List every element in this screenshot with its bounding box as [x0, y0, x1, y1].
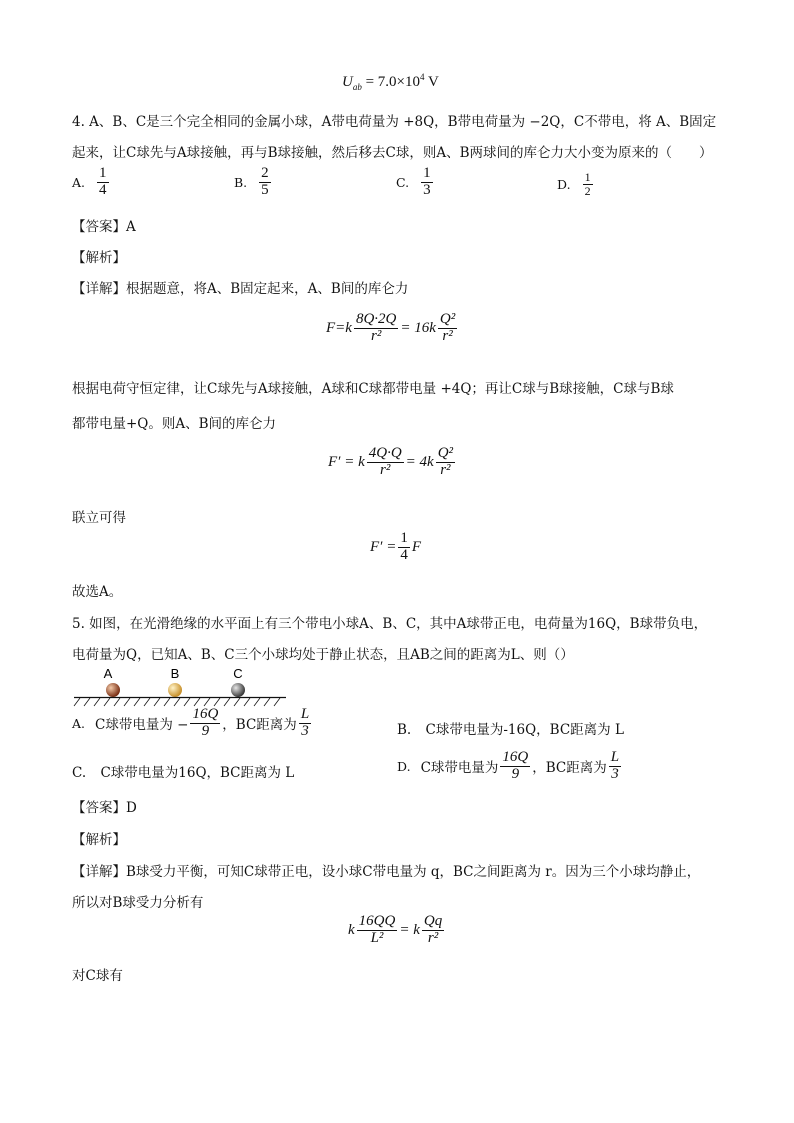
frac-den: 2	[584, 183, 591, 198]
formula-part: F=k	[326, 319, 352, 336]
frac-num: 16Q	[502, 749, 529, 765]
formula-unit: V	[428, 74, 439, 90]
q5-formula	[348, 914, 446, 947]
q5-option-b	[397, 718, 624, 738]
frac-num: 16QQ	[358, 913, 396, 929]
q4-detail: 【详解】根据题意，将A、B固定起来，A、B间的库仑力	[72, 281, 409, 297]
frac-den: 3	[611, 765, 619, 782]
q5-line1: 5. 如图，在光滑绝缘的水平面上有三个带电小球A、B、C，其中A球带正电，电荷量为16Q，B球带负电，	[72, 616, 708, 632]
frac-den: 3	[301, 722, 309, 739]
option-label: C.	[396, 174, 410, 190]
q4-para2-line1: 根据电荷守恒定律，让C球先与A球接触，A球和C球都带电量 +4Q；再让C球与B球接触，C球与B球	[72, 381, 674, 397]
frac-num: Q²	[439, 311, 456, 327]
frac-den: L²	[370, 929, 384, 946]
formula-exp: 4	[420, 72, 425, 82]
q5-analysis: 【解析】	[72, 832, 126, 848]
q4-line1: 4. A、B、C是三个完全相同的金属小球，A带电荷量为 +8Q，B带电荷量为 −2Q，C不带电，将 A、B固定	[72, 114, 717, 130]
ball-a	[106, 683, 120, 697]
ball-label-c: C	[233, 666, 243, 681]
q4-answer: 【答案】A	[72, 219, 136, 235]
option-text: C球带电量为	[420, 760, 499, 777]
frac-den: 4	[99, 181, 107, 198]
frac-den: r²	[370, 327, 382, 344]
option-text: ，BC距离为	[532, 760, 607, 777]
ball-label-b: B	[170, 666, 180, 681]
q4-option-d	[557, 171, 595, 197]
q5-line2: 电荷量为Q，已知A、B、C三个小球均处于静止状态，且AB之间的距离为L、则（）	[72, 647, 574, 663]
option-text: C球带电量为-16Q，BC距离为 L	[425, 722, 624, 738]
frac-den: r²	[427, 929, 439, 946]
q5-detail-line2: 所以对B球受力分析有	[72, 895, 204, 911]
frac-num: 16Q	[192, 706, 219, 722]
frac-num: 2	[261, 165, 269, 181]
frac-den: 3	[423, 181, 431, 198]
option-text: ，BC距离为	[222, 717, 297, 734]
option-text: C球带电量为 −	[95, 717, 189, 734]
frac-den: r²	[380, 461, 391, 478]
q4-formula1	[326, 312, 459, 345]
formula-part: F	[411, 538, 421, 555]
q4-option-c	[396, 166, 435, 199]
formula-lhs: U	[342, 74, 353, 90]
option-text: C球带电量为16Q，BC距离为 L	[100, 765, 295, 781]
formula-part: F′ = k	[328, 453, 365, 470]
frac-den: r²	[442, 327, 453, 344]
frac-num: 1	[423, 165, 431, 181]
frac-num: 1	[99, 165, 107, 181]
q4-choose: 故选A。	[72, 584, 123, 600]
top-formula	[342, 72, 439, 92]
frac-den: 4	[400, 546, 408, 563]
formula-part: = k	[399, 921, 420, 938]
frac-den: 9	[201, 722, 210, 739]
q5-option-a	[72, 707, 313, 740]
q4-joint: 联立可得	[72, 510, 126, 526]
q4-formula3	[370, 531, 421, 564]
frac-num: 1	[584, 170, 591, 184]
q4-option-a	[72, 166, 111, 199]
ball-label-a: A	[103, 666, 113, 681]
frac-num: 8Q·2Q	[355, 311, 397, 327]
frac-den: r²	[440, 461, 451, 478]
q4-para2-line2: 都带电量+Q。则A、B间的库仑力	[72, 416, 277, 432]
formula-sub: ab	[352, 82, 362, 92]
ground-hatching	[74, 698, 280, 706]
q4-formula2	[328, 446, 457, 479]
formula-part: k	[348, 921, 355, 938]
formula-part: = 4k	[405, 453, 434, 470]
option-label: A.	[72, 174, 86, 190]
frac-num: Qq	[423, 913, 443, 929]
option-label: D.	[397, 758, 411, 774]
option-label: B.	[397, 722, 412, 738]
q5-detail-line1: 【详解】B球受力平衡，可知C球带正电，设小球C带电量为 q，BC之间距离为 r。因为三个小球均静止，	[72, 864, 701, 880]
frac-num: Q²	[437, 445, 454, 461]
formula-rhs: = 7.0×10	[365, 74, 421, 90]
q4-option-b	[234, 166, 273, 199]
frac-num: 4Q·Q	[368, 445, 402, 461]
frac-den: 5	[261, 181, 269, 198]
option-label: B.	[234, 174, 248, 190]
option-label: A.	[72, 715, 86, 731]
ball-c	[231, 683, 245, 697]
formula-part: = 16k	[400, 319, 436, 336]
formula-part: F′ =	[370, 538, 397, 555]
frac-den: 9	[511, 765, 520, 782]
three-balls-figure	[72, 664, 288, 708]
q4-analysis: 【解析】	[72, 250, 126, 266]
option-label: C.	[72, 765, 87, 781]
option-label: D.	[557, 176, 571, 192]
frac-num: L	[610, 749, 620, 765]
frac-num: L	[300, 706, 310, 722]
q5-last: 对C球有	[72, 968, 123, 984]
ball-b	[168, 683, 182, 697]
q5-option-c	[72, 761, 294, 781]
q5-option-d	[397, 750, 623, 783]
q5-answer: 【答案】D	[72, 800, 137, 816]
q4-line2: 起来，让C球先与A球接触，再与B球接触，然后移去C球，则A、B两球间的库仑力大小变为原来的（ ）	[72, 145, 713, 161]
frac-num: 1	[400, 530, 408, 546]
